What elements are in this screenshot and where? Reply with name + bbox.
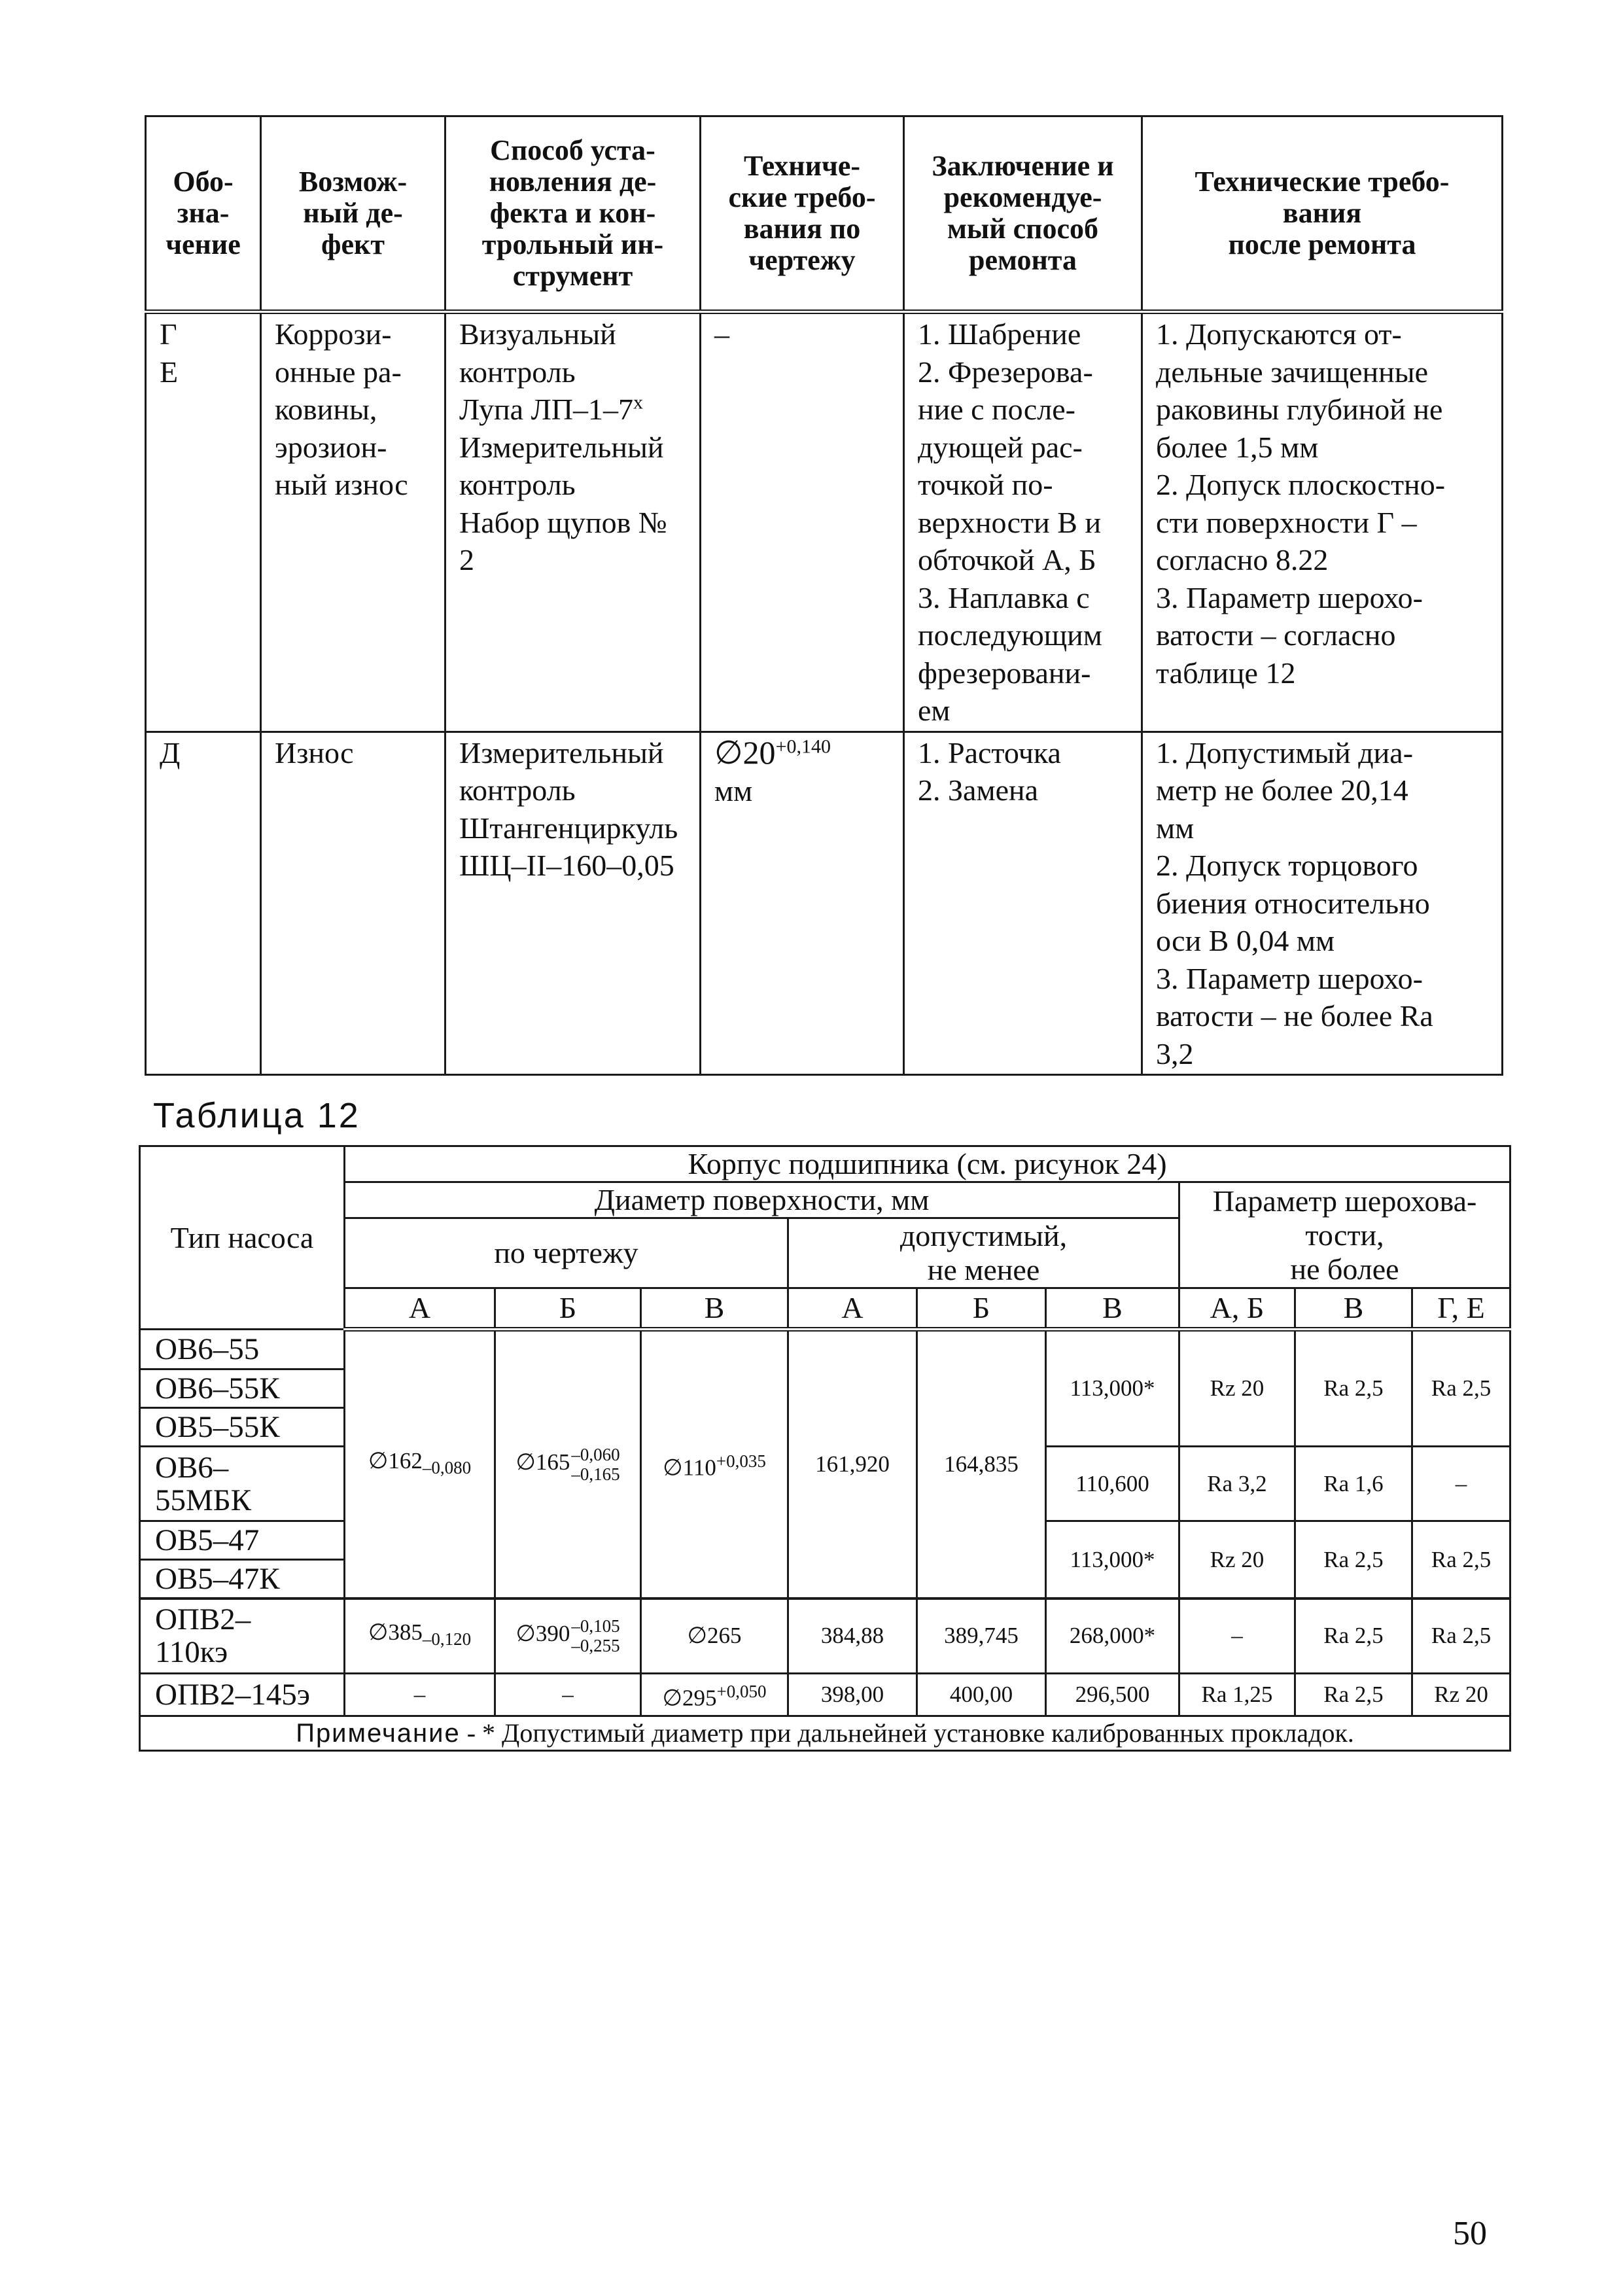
dia-v-drawing: $\emptyset 110^{+0,035}$ — [641, 1330, 788, 1599]
cell-after-repair: 1. Допускаются от- дельные зачищенные раковины глубиной не более 1,5 мм 2. Допуск плоскостно- сти поверхности Г – согласно 8.22 3. Параметр шерохо- ватости – согласно таблице 12 — [1142, 312, 1503, 732]
method-text-cont: Измерительный контроль Набор щупов № 2 — [459, 430, 667, 576]
header-by-drawing: по чертежу — [345, 1218, 788, 1288]
method-superscript: х — [633, 391, 644, 414]
table-row — [146, 732, 1503, 1075]
rough-v: Ra 2,5 — [1295, 1521, 1412, 1599]
pump-type: ОПВ2– 110кэ — [140, 1598, 345, 1673]
header-surface-diameter: Диаметр поверхности, мм — [345, 1182, 1179, 1218]
pump-type: ОВ6–55 — [140, 1330, 345, 1369]
rough-ab: – — [1179, 1598, 1295, 1673]
dia-b-drawing: ∅390 –0,105 –0,255 — [495, 1598, 641, 1673]
cell-drawing-req: – — [701, 312, 904, 732]
header-defect: Возмож- ный де- фект — [261, 116, 445, 312]
note-text: - * Допустимый диаметр при дальнейней установке калиброванных прокладок. — [460, 1718, 1354, 1748]
subcol-v-rough: В — [1295, 1288, 1412, 1330]
header-repair: Заключение и рекомендуе- мый способ ремонта — [904, 116, 1142, 312]
pump-type: ОВ5–55К — [140, 1408, 345, 1447]
defects-header-row — [146, 116, 1503, 312]
header-housing: Корпус подшипника (см. рисунок 24) — [345, 1146, 1510, 1182]
diameter-unit: мм — [714, 774, 753, 807]
dia-b-allowed: 389,745 — [917, 1598, 1046, 1673]
header-pump-type: Тип насоса — [140, 1146, 345, 1330]
cell-drawing-req — [701, 732, 904, 1075]
header-allowed: допустимый, не менее — [788, 1218, 1179, 1288]
dia-b-drawing: – — [495, 1673, 641, 1716]
rough-ab: Ra 1,25 — [1179, 1673, 1295, 1716]
header-row — [140, 1146, 1510, 1182]
dia-a-drawing: $\emptyset 162_{-0,080}$ — [345, 1330, 495, 1599]
cell-designation: Г Е — [146, 312, 261, 732]
dia-v-drawing: $\emptyset 295^{+0,050}$ — [641, 1673, 788, 1716]
dia-v-allowed: 110,600 — [1046, 1447, 1179, 1521]
subcol-v: В — [641, 1288, 788, 1330]
table-caption: Таблица 12 — [153, 1096, 360, 1135]
pump-type: ОПВ2–145э — [140, 1673, 345, 1716]
rough-ab: Rz 20 — [1179, 1330, 1295, 1447]
dia-a-drawing: $\emptyset 385_{-0,120}$ — [345, 1598, 495, 1673]
table-row — [140, 1673, 1510, 1716]
pump-type: ОВ6– 55МБК — [140, 1447, 345, 1521]
header-row — [140, 1182, 1510, 1218]
header-method: Способ уста- новления де- фекта и кон- трольный ин- струмент — [445, 116, 701, 312]
table-row — [146, 312, 1503, 732]
subcol-ge-rough: Г, Е — [1412, 1288, 1510, 1330]
dia-v-drawing: ∅265 — [641, 1598, 788, 1673]
pump-type: ОВ6–55К — [140, 1369, 345, 1408]
cell-method — [445, 312, 701, 732]
dia-v-allowed: 296,500 — [1046, 1673, 1179, 1716]
rough-v: Ra 2,5 — [1295, 1330, 1412, 1447]
cell-defect: Коррози- онные ра- ковины, эрозион- ный износ — [261, 312, 445, 732]
subcol-b: Б — [495, 1288, 641, 1330]
rough-ge: Ra 2,5 — [1412, 1521, 1510, 1599]
rough-v: Ra 2,5 — [1295, 1598, 1412, 1673]
cell-designation: Д — [146, 732, 261, 1075]
rough-ge: Rz 20 — [1412, 1673, 1510, 1716]
subcol-a: А — [345, 1288, 495, 1330]
table-row — [140, 1330, 1510, 1369]
rough-ab: Ra 3,2 — [1179, 1447, 1295, 1521]
rough-ge: – — [1412, 1447, 1510, 1521]
cell-repair: 1. Шабрение 2. Фрезерова- ние с после- дующей рас- точкой по- верхности В и обточкой А, Б 3. Наплавка с последующим фрезеровани- ем — [904, 312, 1142, 732]
note-row — [140, 1716, 1510, 1751]
dia-b-allowed: 164,835 — [917, 1330, 1046, 1599]
dia-a-allowed: 384,88 — [788, 1598, 917, 1673]
rough-ge: Ra 2,5 — [1412, 1598, 1510, 1673]
header-after-repair: Технические требо- вания после ремонта — [1142, 116, 1503, 312]
header-drawing-req: Техниче- ские требо- вания по чертежу — [701, 116, 904, 312]
dia-b-drawing: ∅165 –0,060 –0,165 — [495, 1330, 641, 1599]
method-text: Визуальный контроль Лупа ЛП–1–7 — [459, 317, 634, 426]
table-note — [140, 1716, 1510, 1751]
rough-ge: Ra 2,5 — [1412, 1330, 1510, 1447]
subcol-v-allowed: В — [1046, 1288, 1179, 1330]
pump-type: ОВ5–47К — [140, 1560, 345, 1599]
dia-a-allowed: 161,920 — [788, 1330, 917, 1599]
cell-after-repair: 1. Допустимый диа- метр не более 20,14 мм 2. Допуск торцового биения относительно оси В 0,04 мм 3. Параметр шерохо- ватости – не более Ra 3,2 — [1142, 732, 1503, 1075]
diameter-value: ∅20 — [714, 733, 776, 771]
header-designation: Обо- зна- чение — [146, 116, 261, 312]
note-label: Примечание — [296, 1719, 461, 1748]
table-row — [140, 1598, 1510, 1673]
rough-ab: Rz 20 — [1179, 1521, 1295, 1599]
dia-v-allowed: 113,000* — [1046, 1521, 1179, 1599]
pump-type: ОВ5–47 — [140, 1521, 345, 1560]
dia-b-allowed: 400,00 — [917, 1673, 1046, 1716]
header-subcols-row — [140, 1288, 1510, 1330]
diameter-tolerance: +0,140 — [775, 735, 831, 758]
table-12 — [139, 1145, 1511, 1752]
header-roughness: Параметр шерохова- тости, не более — [1179, 1182, 1510, 1288]
dia-v-allowed: 113,000* — [1046, 1330, 1179, 1447]
dia-a-drawing: – — [345, 1673, 495, 1716]
defects-table — [145, 115, 1503, 1076]
rough-v: Ra 2,5 — [1295, 1673, 1412, 1716]
dia-v-allowed: 268,000* — [1046, 1598, 1179, 1673]
cell-repair: 1. Расточка 2. Замена — [904, 732, 1142, 1075]
page-number: 50 — [1453, 2215, 1487, 2252]
dia-a-allowed: 398,00 — [788, 1673, 917, 1716]
rough-v: Ra 1,6 — [1295, 1447, 1412, 1521]
subcol-b-allowed: Б — [917, 1288, 1046, 1330]
cell-defect: Износ — [261, 732, 445, 1075]
subcol-a-allowed: А — [788, 1288, 917, 1330]
cell-method: Измерительный контроль Штангенциркуль ШЦ–II–160–0,05 — [445, 732, 701, 1075]
subcol-ab-rough: А, Б — [1179, 1288, 1295, 1330]
